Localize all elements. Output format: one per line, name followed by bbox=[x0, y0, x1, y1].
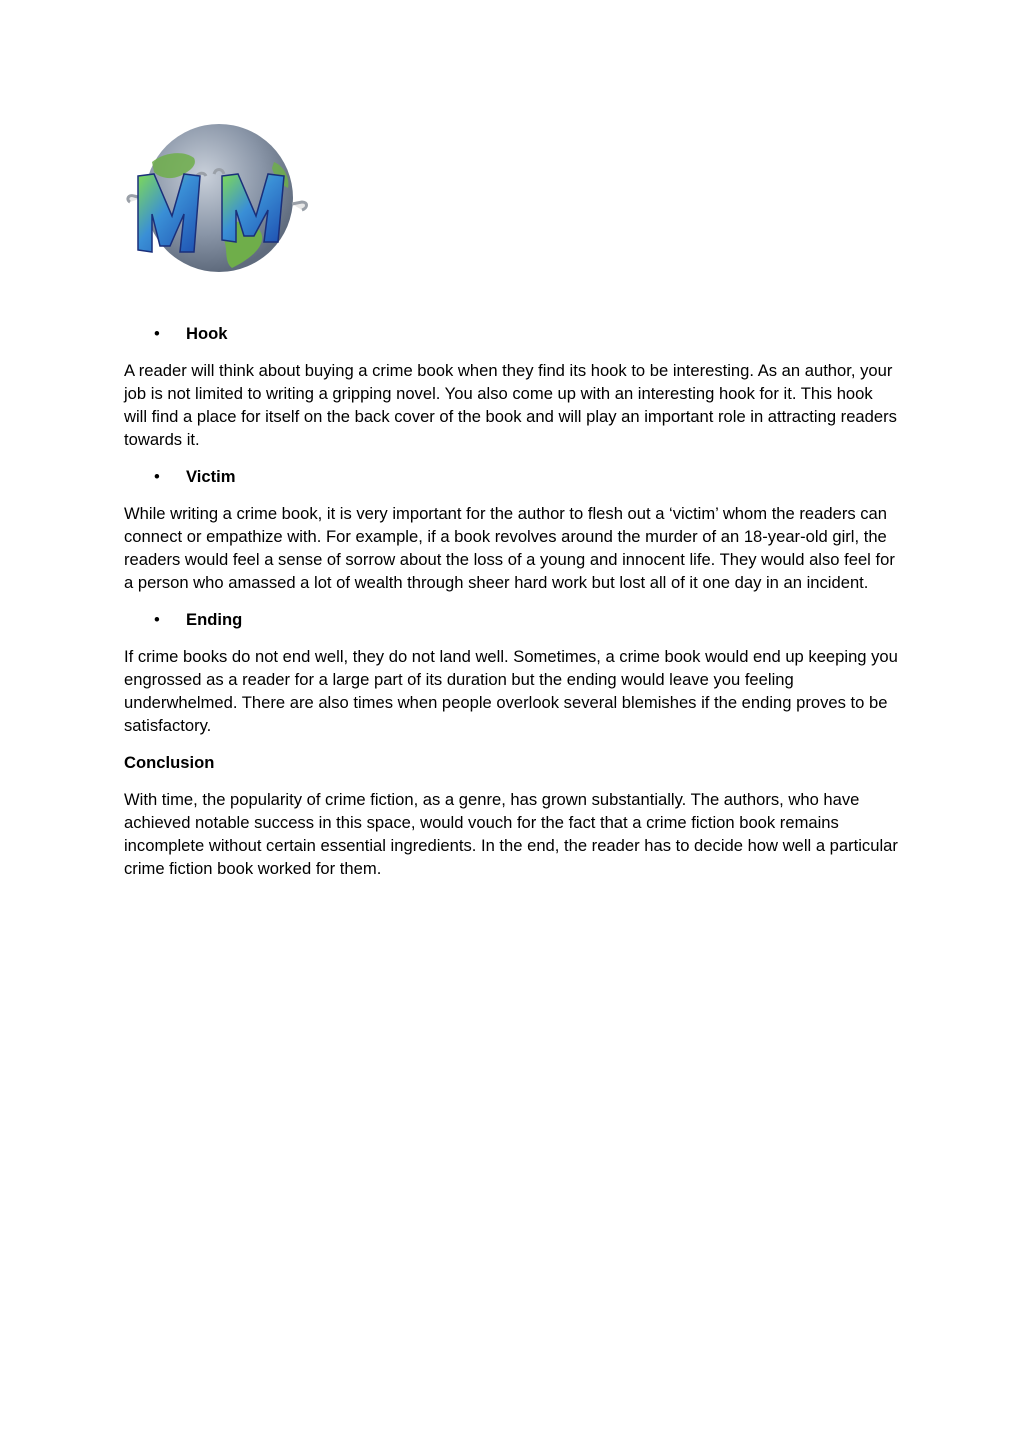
bullet-icon: • bbox=[154, 467, 160, 486]
hook-heading-label: Hook bbox=[186, 324, 228, 343]
hook-heading bbox=[124, 322, 900, 345]
ending-paragraph: If crime books do not end well, they do not land well. Sometimes, a crime book would end up keeping you engrossed as a reader for a large part of its duration but the ending would leave you feeling underwhelmed. There are also times when people overlook several blemishes if the ending proves to be satisfactory. bbox=[124, 647, 898, 735]
ending-heading bbox=[124, 608, 900, 631]
mm-globe-logo bbox=[124, 122, 310, 274]
ending-heading-label: Ending bbox=[186, 610, 243, 629]
bullet-icon: • bbox=[154, 324, 160, 343]
document-body bbox=[124, 322, 900, 894]
hook-paragraph: A reader will think about buying a crime book when they find its hook to be interesting. As an author, your job is not limited to writing a gripping novel. You also come up with an interesting hook for it. This hook will find a place for itself on the back cover of the book and will play an important role in attracting readers towards it. bbox=[124, 361, 897, 449]
victim-heading bbox=[124, 465, 900, 488]
bullet-icon: • bbox=[154, 610, 160, 629]
victim-heading-label: Victim bbox=[186, 467, 236, 486]
victim-paragraph: While writing a crime book, it is very important for the author to flesh out a ‘victim’ whom the readers can connect or empathize with. For example, if a book revolves around the murder of an 18-year-old girl, the readers would feel a sense of sorrow about the loss of a young and innocent life. They would also feel for a person who amassed a lot of wealth through sheer hard work but lost all of it one day in an incident. bbox=[124, 504, 895, 592]
conclusion-heading: Conclusion bbox=[124, 753, 215, 772]
conclusion-paragraph: With time, the popularity of crime fiction, as a genre, has grown substantially. The authors, who have achieved notable success in this space, would vouch for the fact that a crime fiction book remains incomplete without certain essential ingredients. In the end, the reader has to decide how well a particular crime fiction book worked for them. bbox=[124, 790, 898, 878]
